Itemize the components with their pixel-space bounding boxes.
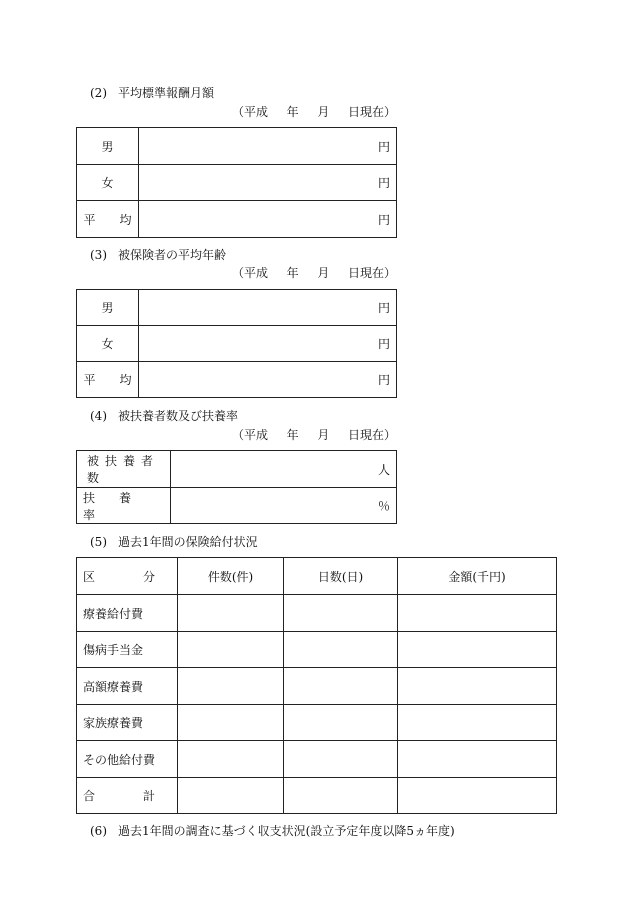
row-label: 男 (77, 290, 139, 326)
date-day: 日現在） (347, 266, 396, 280)
section-number: (4) (90, 409, 107, 423)
section-title: 平均標準報酬月額 (118, 86, 215, 100)
date-year: 年 (286, 105, 299, 119)
days-cell[interactable] (284, 705, 398, 741)
header-category: 区 分 (77, 558, 178, 595)
row-label: その他給付費 (77, 741, 178, 778)
amount-cell[interactable] (398, 595, 557, 632)
section-title: 過去1年間の調査に基づく収支状況(設立予定年度以降5ヵ年度) (118, 824, 455, 838)
header-count: 件数(件) (178, 558, 284, 595)
amount-cell[interactable] (398, 778, 557, 814)
section-number: (5) (90, 535, 107, 549)
value-cell[interactable]: 円 (139, 326, 397, 362)
row-label-total: 合 計 (77, 778, 178, 814)
row-label-text: 被扶養者数 (87, 454, 160, 485)
section-6-heading (90, 822, 455, 839)
row-label: 平 均 (77, 362, 139, 398)
date-line (232, 103, 396, 120)
section-number: (6) (90, 824, 107, 838)
section-3-heading (90, 246, 226, 263)
value-cell[interactable]: 円 (139, 201, 397, 238)
days-cell[interactable] (284, 595, 398, 632)
row-label: 傷病手当金 (77, 632, 178, 668)
row-label: 家族療養費 (77, 705, 178, 741)
section-4-heading (90, 407, 238, 424)
days-cell[interactable] (284, 778, 398, 814)
days-cell[interactable] (284, 632, 398, 668)
count-cell[interactable] (178, 668, 284, 705)
value-cell[interactable]: 円 (139, 362, 397, 398)
section-number: (2) (90, 86, 107, 100)
age-table (76, 289, 397, 398)
date-day: 日現在） (347, 105, 396, 119)
date-era: （平成 (232, 428, 269, 442)
value-cell[interactable]: 円 (139, 290, 397, 326)
date-line (232, 426, 396, 443)
days-cell[interactable] (284, 741, 398, 778)
count-cell[interactable] (178, 632, 284, 668)
benefits-table (76, 557, 557, 814)
section-5-heading (90, 533, 258, 550)
value-cell[interactable]: 円 (139, 165, 397, 201)
row-label: 女 (77, 326, 139, 362)
row-label (77, 451, 171, 488)
value-cell[interactable]: 人 (171, 451, 397, 488)
amount-cell[interactable] (398, 741, 557, 778)
header-amount: 金額(千円) (398, 558, 557, 595)
count-cell[interactable] (178, 741, 284, 778)
dependents-table (76, 450, 397, 524)
amount-cell[interactable] (398, 668, 557, 705)
date-year: 年 (286, 266, 299, 280)
row-label: 扶 養 率 (77, 488, 171, 524)
date-month: 月 (317, 428, 330, 442)
date-era: （平成 (232, 266, 269, 280)
section-title: 過去1年間の保険給付状況 (118, 535, 258, 549)
date-day: 日現在） (347, 428, 396, 442)
value-cell[interactable]: ％ (171, 488, 397, 524)
date-month: 月 (317, 266, 330, 280)
count-cell[interactable] (178, 705, 284, 741)
days-cell[interactable] (284, 668, 398, 705)
date-line (232, 264, 396, 281)
count-cell[interactable] (178, 595, 284, 632)
row-label: 女 (77, 165, 139, 201)
row-label: 平 均 (77, 201, 139, 238)
date-era: （平成 (232, 105, 269, 119)
date-month: 月 (317, 105, 330, 119)
section-title: 被扶養者数及び扶養率 (118, 409, 239, 423)
header-days: 日数(日) (284, 558, 398, 595)
row-label: 療養給付費 (77, 595, 178, 632)
date-year: 年 (286, 428, 299, 442)
section-2-heading (90, 84, 214, 101)
section-title: 被保険者の平均年齢 (118, 248, 227, 262)
value-cell[interactable]: 円 (139, 128, 397, 165)
section-number: (3) (90, 248, 107, 262)
count-cell[interactable] (178, 778, 284, 814)
salary-table (76, 127, 397, 238)
row-label: 男 (77, 128, 139, 165)
row-label: 高額療養費 (77, 668, 178, 705)
amount-cell[interactable] (398, 705, 557, 741)
amount-cell[interactable] (398, 632, 557, 668)
